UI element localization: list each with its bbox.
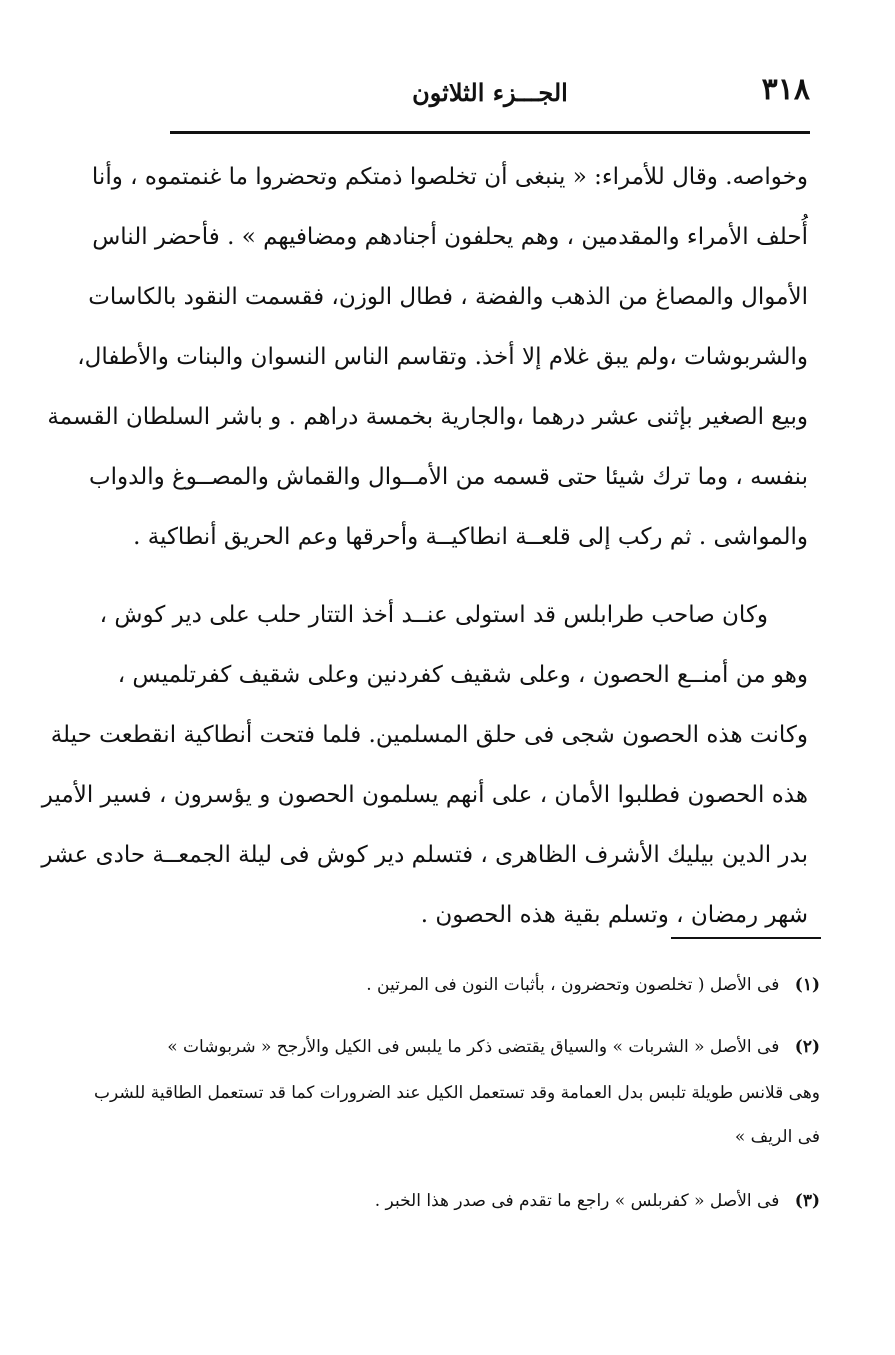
text-line: وبيع الصغير بإثنى عشر درهما ،والجارية بخمسة دراهم . و باشر السلطان القسمة: [47, 404, 808, 430]
footnote-text: فى الأصل « كفربلس » راجع ما تقدم فى صدر هذا الخبر .: [374, 1191, 780, 1211]
page-header: [170, 70, 810, 116]
footnote-2-end: فى الريف »: [734, 1127, 820, 1147]
running-title: الجـــزء الثلاثون: [412, 78, 568, 107]
text-line: وخواصه. وقال للأمراء: « ينبغى أن تخلصوا ذمتكم وتحضروا ما غنمتموه ، وأنا: [91, 164, 808, 190]
footnote-number: (٢): [794, 1037, 820, 1057]
text-line: والمواشى . ثم ركب إلى قلعــة انطاكيــة وأحرقها وعم الحريق أنطاكية .: [133, 524, 808, 550]
text-line: أُحلف الأمراء والمقدمين ، وهم يحلفون أجنادهم ومضافيهم » . فأحضر الناس: [92, 224, 808, 250]
text-line: شهر رمضان ، وتسلم بقية هذه الحصون .: [420, 902, 808, 928]
footnote-2-continued: وهى قلانس طويلة تلبس بدل العمامة وقد تستعمل الكيل عند الضرورات كما قد تستعمل الطاقية للشرب: [93, 1083, 820, 1103]
text-line: وهو من أمنــع الحصون ، وعلى شقيف كفردنين وعلى شقيف كفرتلميس ،: [117, 662, 808, 688]
paragraph-1: [47, 147, 808, 567]
footnote-number: (١): [794, 975, 820, 995]
footnote-text: فى الأصل « الشربات » والسياق يقتضى ذكر ما يلبس فى الكيل والأرجح « شربوشات »: [167, 1037, 780, 1057]
footnote-text: فى الأصل ( تخلصون وتحضرون ، بأثبات النون فى المرتين .: [366, 975, 780, 995]
text-line: الأموال والمصاغ من الذهب والفضة ، فطال الوزن، فقسمت النقود بالكاسات: [88, 284, 808, 310]
text-line: وكان صاحب طرابلس قد استولى عنــد أخذ التتار حلب على دير كوش ،: [99, 602, 768, 628]
page-number: ٣١٨: [761, 72, 810, 107]
footnote-2: [167, 1037, 820, 1057]
text-line: بنفسه ، وما ترك شيئا حتى قسمه من الأمــوال والقماش والمصــوغ والدواب: [89, 464, 808, 490]
footnote-1: [190, 975, 820, 995]
text-line: هذه الحصون فطلبوا الأمان ، على أنهم يسلمون الحصون و يؤسرون ، فسير الأمير: [41, 782, 808, 808]
header-rule: [170, 131, 810, 134]
paragraph-2: [41, 585, 808, 945]
footnote-number: (٣): [794, 1191, 820, 1211]
footnote-rule: [671, 937, 821, 939]
footnote-3: [190, 1191, 820, 1211]
text-line: بدر الدين بيليك الأشرف الظاهرى ، فتسلم دير كوش فى ليلة الجمعــة حادى عشر: [41, 842, 808, 868]
text-line: وكانت هذه الحصون شجى فى حلق المسلمين. فلما فتحت أنطاكية انقطعت حيلة: [50, 722, 808, 748]
text-line: والشربوشات ،ولم يبق غلام إلا أخذ. وتقاسم الناس النسوان والبنات والأطفال،: [77, 344, 808, 370]
